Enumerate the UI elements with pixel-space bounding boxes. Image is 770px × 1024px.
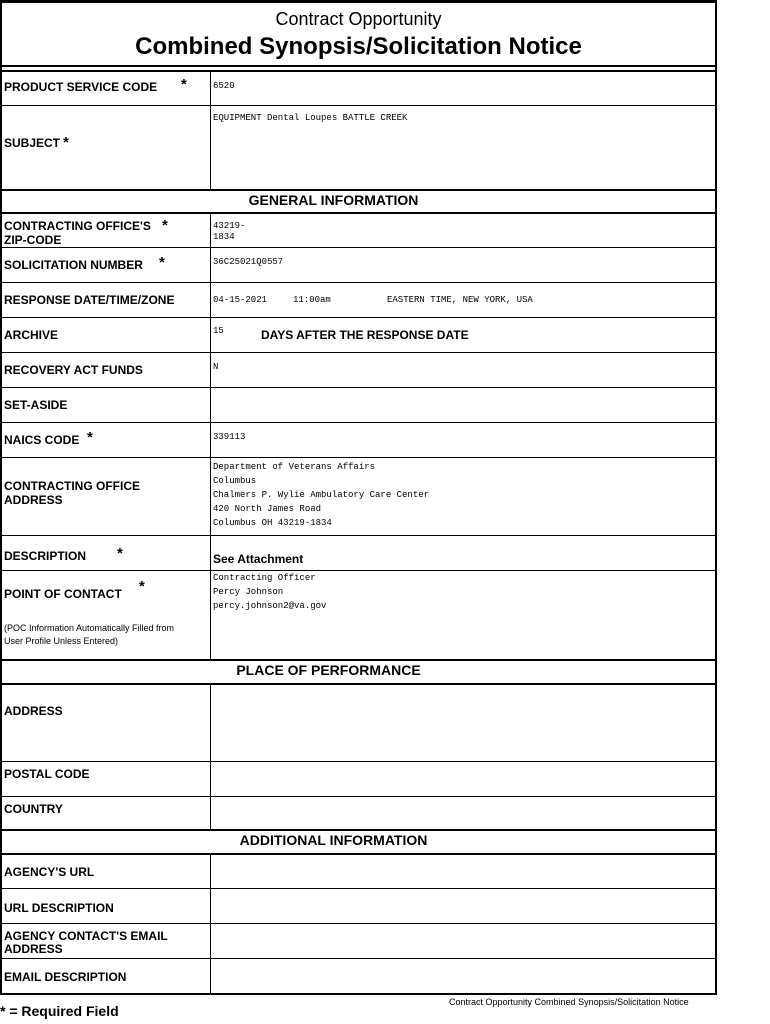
agency-email-label-line2: ADDRESS — [4, 942, 63, 956]
place-address-label: ADDRESS — [4, 704, 63, 718]
divider — [0, 105, 717, 106]
divider — [0, 422, 717, 423]
description-label: DESCRIPTION — [4, 549, 87, 563]
solicitation-number-value: 36C25021Q0557 — [213, 257, 284, 267]
column-divider — [210, 72, 211, 189]
divider — [0, 387, 717, 388]
office-address-line: Columbus — [213, 476, 257, 486]
section-additional-information: ADDITIONAL INFORMATION — [239, 832, 428, 848]
zip-code-label-line1: CONTRACTING OFFICE'S — [4, 219, 151, 233]
column-divider — [210, 685, 211, 829]
response-date-value: 04-15-2021 — [213, 295, 268, 305]
divider — [0, 70, 717, 72]
divider — [0, 659, 717, 661]
divider — [0, 796, 717, 797]
divider — [0, 761, 717, 762]
divider — [0, 212, 717, 214]
divider — [0, 683, 717, 685]
frame-right — [715, 0, 717, 995]
required-marker: * — [162, 217, 168, 234]
required-marker: * — [181, 76, 187, 93]
email-description-label: EMAIL DESCRIPTION — [4, 970, 127, 984]
footer-caption: Contract Opportunity Combined Synopsis/Solicitation Notice — [449, 997, 689, 1007]
solicitation-number-label: SOLICITATION NUMBER — [4, 258, 143, 272]
recovery-act-funds-value: N — [213, 362, 219, 372]
required-marker: * — [87, 429, 93, 446]
required-marker: * — [117, 545, 123, 562]
required-marker: * — [63, 134, 69, 151]
zip-code-label-line2: ZIP-CODE — [4, 233, 62, 247]
divider — [0, 535, 717, 536]
divider — [0, 282, 717, 283]
required-marker: * — [139, 578, 145, 595]
url-description-label: URL DESCRIPTION — [4, 901, 114, 915]
section-place-of-performance: PLACE OF PERFORMANCE — [236, 662, 421, 678]
naics-code-value: 339113 — [213, 432, 246, 442]
description-value: See Attachment — [213, 552, 304, 566]
divider — [0, 853, 717, 855]
agency-url-label: AGENCY'S URL — [4, 865, 95, 879]
divider — [0, 829, 717, 831]
poc-note-line2: User Profile Unless Entered) — [4, 636, 119, 646]
country-label: COUNTRY — [4, 802, 63, 816]
recovery-act-funds-label: RECOVERY ACT FUNDS — [4, 363, 143, 377]
frame-top — [0, 0, 717, 3]
divider — [0, 958, 717, 959]
archive-value: 15 — [213, 326, 224, 336]
required-marker: * — [159, 254, 165, 271]
product-service-code-value: 6520 — [213, 81, 235, 91]
column-divider — [210, 214, 211, 659]
poc-line: Percy Johnson — [213, 587, 284, 597]
product-service-code-label: PRODUCT SERVICE CODE — [4, 80, 158, 94]
frame-bottom — [0, 993, 717, 995]
naics-code-label: NAICS CODE — [4, 433, 80, 447]
office-address-line: 420 North James Road — [213, 504, 322, 514]
column-divider — [210, 855, 211, 993]
zip-code-value-line2: 1834 — [213, 232, 235, 242]
divider — [0, 352, 717, 353]
zip-code-value-line1: 43219- — [213, 221, 246, 231]
postal-code-label: POSTAL CODE — [4, 767, 90, 781]
subject-value: EQUIPMENT Dental Loupes BATTLE CREEK — [213, 113, 408, 123]
office-address-line: Columbus OH 43219-1834 — [213, 518, 332, 528]
divider — [0, 888, 717, 889]
office-address-line: Chalmers P. Wylie Ambulatory Care Center — [213, 490, 430, 500]
divider — [0, 317, 717, 318]
archive-suffix: DAYS AFTER THE RESPONSE DATE — [261, 328, 469, 342]
subject-label: SUBJECT — [4, 136, 61, 150]
office-address-label-line1: CONTRACTING OFFICE — [4, 479, 140, 493]
office-address-line: Department of Veterans Affairs — [213, 462, 376, 472]
required-field-legend: * = Required Field — [0, 1003, 119, 1019]
divider — [0, 570, 717, 571]
response-zone-value: EASTERN TIME, NEW YORK, USA — [387, 295, 533, 305]
divider — [0, 923, 717, 924]
poc-line: percy.johnson2@va.gov — [213, 601, 327, 611]
office-address-label-line2: ADDRESS — [4, 493, 63, 507]
response-date-label: RESPONSE DATE/TIME/ZONE — [4, 293, 175, 307]
header-subtitle: Contract Opportunity — [275, 9, 442, 29]
response-time-value: 11:00am — [293, 295, 331, 305]
poc-line: Contracting Officer — [213, 573, 316, 583]
divider — [0, 189, 717, 191]
divider — [0, 65, 717, 67]
section-general-information: GENERAL INFORMATION — [248, 192, 419, 208]
divider — [0, 247, 717, 248]
page-title: Combined Synopsis/Solicitation Notice — [135, 33, 582, 60]
poc-note-line1: (POC Information Automatically Filled from — [4, 623, 175, 633]
set-aside-label: SET-ASIDE — [4, 398, 68, 412]
divider — [0, 457, 717, 458]
archive-label: ARCHIVE — [4, 328, 59, 342]
agency-email-label-line1: AGENCY CONTACT'S EMAIL — [4, 929, 168, 943]
point-of-contact-label: POINT OF CONTACT — [4, 587, 122, 601]
